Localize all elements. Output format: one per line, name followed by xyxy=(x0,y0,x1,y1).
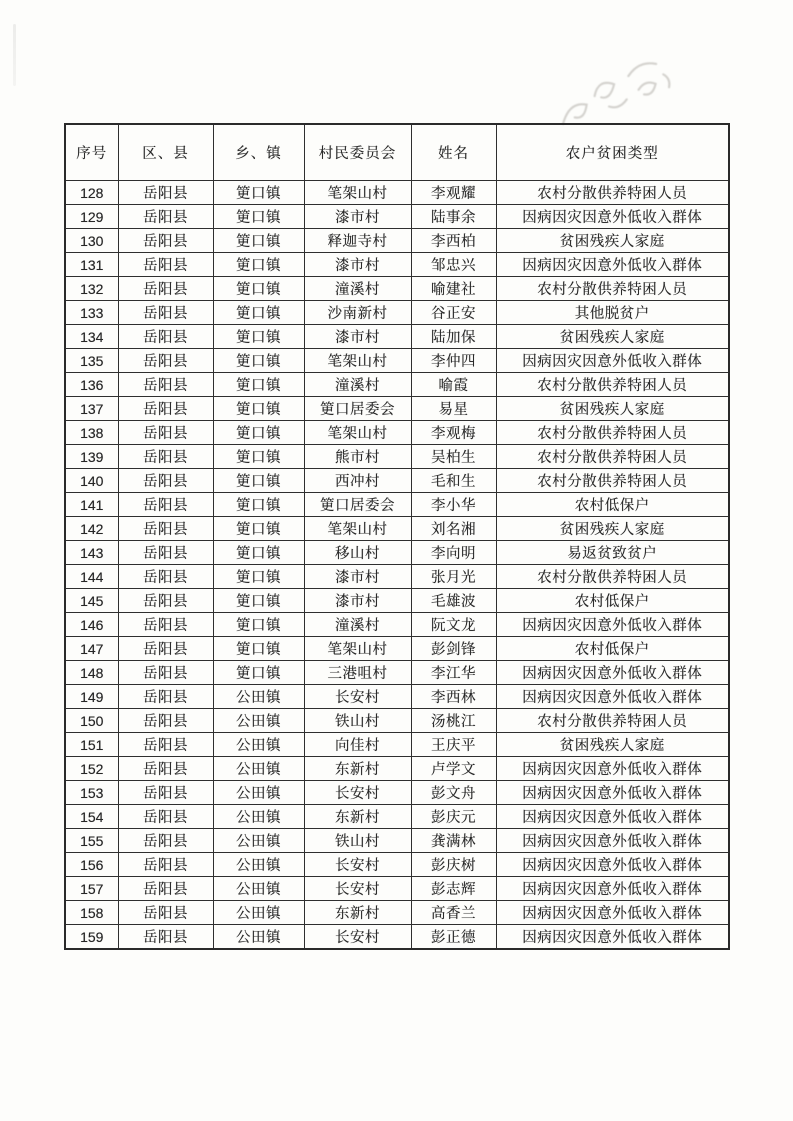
cell-county: 岳阳县 xyxy=(118,877,213,901)
cell-county: 岳阳县 xyxy=(118,637,213,661)
poverty-type-table xyxy=(64,123,730,950)
cell-county: 岳阳县 xyxy=(118,373,213,397)
cell-index: 141 xyxy=(65,493,118,517)
table-row xyxy=(65,877,729,901)
cell-person-name: 毛雄波 xyxy=(411,589,496,613)
cell-village: 东新村 xyxy=(304,805,411,829)
table-row xyxy=(65,565,729,589)
cell-town: 公田镇 xyxy=(213,685,304,709)
cell-person-name: 阮文龙 xyxy=(411,613,496,637)
table-row xyxy=(65,229,729,253)
cell-index: 130 xyxy=(65,229,118,253)
table-row xyxy=(65,181,729,205)
cell-index: 136 xyxy=(65,373,118,397)
cell-county: 岳阳县 xyxy=(118,709,213,733)
cell-town: 公田镇 xyxy=(213,781,304,805)
cell-county: 岳阳县 xyxy=(118,421,213,445)
cell-county: 岳阳县 xyxy=(118,517,213,541)
cell-person-name: 彭志辉 xyxy=(411,877,496,901)
header-town: 乡、镇 xyxy=(213,124,304,181)
cell-town: 筻口镇 xyxy=(213,277,304,301)
table-row xyxy=(65,637,729,661)
cell-poverty-type: 农村分散供养特困人员 xyxy=(496,421,729,445)
cell-person-name: 李观梅 xyxy=(411,421,496,445)
cell-person-name: 邹忠兴 xyxy=(411,253,496,277)
cell-poverty-type: 农村分散供养特困人员 xyxy=(496,181,729,205)
cell-county: 岳阳县 xyxy=(118,565,213,589)
cell-poverty-type: 因病因灾因意外低收入群体 xyxy=(496,349,729,373)
cell-person-name: 喻建社 xyxy=(411,277,496,301)
cell-county: 岳阳县 xyxy=(118,541,213,565)
cell-town: 筻口镇 xyxy=(213,253,304,277)
cell-village: 东新村 xyxy=(304,757,411,781)
cell-county: 岳阳县 xyxy=(118,853,213,877)
cell-county: 岳阳县 xyxy=(118,445,213,469)
table-row xyxy=(65,853,729,877)
header-village-committee: 村民委员会 xyxy=(304,124,411,181)
cell-person-name: 李江华 xyxy=(411,661,496,685)
cell-village: 东新村 xyxy=(304,901,411,925)
cell-village: 潼溪村 xyxy=(304,613,411,637)
cell-index: 159 xyxy=(65,925,118,950)
cell-town: 公田镇 xyxy=(213,757,304,781)
table-row xyxy=(65,277,729,301)
cell-person-name: 彭文舟 xyxy=(411,781,496,805)
cell-index: 140 xyxy=(65,469,118,493)
cell-person-name: 李西林 xyxy=(411,685,496,709)
cell-village: 漆市村 xyxy=(304,589,411,613)
cell-county: 岳阳县 xyxy=(118,493,213,517)
cell-poverty-type: 其他脱贫户 xyxy=(496,301,729,325)
cell-person-name: 谷正安 xyxy=(411,301,496,325)
cell-poverty-type: 农村分散供养特困人员 xyxy=(496,469,729,493)
cell-poverty-type: 因病因灾因意外低收入群体 xyxy=(496,757,729,781)
cell-index: 133 xyxy=(65,301,118,325)
cell-poverty-type: 因病因灾因意外低收入群体 xyxy=(496,829,729,853)
cell-index: 144 xyxy=(65,565,118,589)
cell-town: 公田镇 xyxy=(213,877,304,901)
cell-village: 向佳村 xyxy=(304,733,411,757)
cell-poverty-type: 贫困残疾人家庭 xyxy=(496,517,729,541)
cell-person-name: 王庆平 xyxy=(411,733,496,757)
cell-town: 筻口镇 xyxy=(213,373,304,397)
cell-town: 筻口镇 xyxy=(213,517,304,541)
cell-poverty-type: 因病因灾因意外低收入群体 xyxy=(496,205,729,229)
cell-town: 筻口镇 xyxy=(213,421,304,445)
header-poverty-type: 农户贫困类型 xyxy=(496,124,729,181)
cell-village: 铁山村 xyxy=(304,709,411,733)
cell-poverty-type: 因病因灾因意外低收入群体 xyxy=(496,661,729,685)
cell-index: 139 xyxy=(65,445,118,469)
cell-village: 长安村 xyxy=(304,853,411,877)
cell-poverty-type: 农村分散供养特困人员 xyxy=(496,709,729,733)
header-index: 序号 xyxy=(65,124,118,181)
cell-index: 145 xyxy=(65,589,118,613)
cell-town: 公田镇 xyxy=(213,829,304,853)
table-row xyxy=(65,709,729,733)
cell-person-name: 张月光 xyxy=(411,565,496,589)
cell-town: 筻口镇 xyxy=(213,325,304,349)
cell-village: 长安村 xyxy=(304,877,411,901)
cell-village: 三港咀村 xyxy=(304,661,411,685)
cell-person-name: 陆事余 xyxy=(411,205,496,229)
cell-town: 筻口镇 xyxy=(213,613,304,637)
table-row xyxy=(65,685,729,709)
cell-index: 154 xyxy=(65,805,118,829)
cell-person-name: 龚满林 xyxy=(411,829,496,853)
cell-village: 移山村 xyxy=(304,541,411,565)
cell-person-name: 高香兰 xyxy=(411,901,496,925)
table-row xyxy=(65,733,729,757)
cell-poverty-type: 贫困残疾人家庭 xyxy=(496,733,729,757)
cell-county: 岳阳县 xyxy=(118,325,213,349)
cell-village: 漆市村 xyxy=(304,205,411,229)
cell-person-name: 陆加保 xyxy=(411,325,496,349)
cell-town: 公田镇 xyxy=(213,709,304,733)
cell-county: 岳阳县 xyxy=(118,757,213,781)
table-row xyxy=(65,421,729,445)
cell-village: 长安村 xyxy=(304,925,411,950)
table-row xyxy=(65,493,729,517)
cell-town: 公田镇 xyxy=(213,925,304,950)
cell-village: 熊市村 xyxy=(304,445,411,469)
cell-village: 铁山村 xyxy=(304,829,411,853)
cell-poverty-type: 因病因灾因意外低收入群体 xyxy=(496,901,729,925)
cell-poverty-type: 农村分散供养特困人员 xyxy=(496,277,729,301)
cell-town: 筻口镇 xyxy=(213,205,304,229)
cell-poverty-type: 因病因灾因意外低收入群体 xyxy=(496,805,729,829)
cell-county: 岳阳县 xyxy=(118,469,213,493)
cell-person-name: 卢学文 xyxy=(411,757,496,781)
cell-poverty-type: 因病因灾因意外低收入群体 xyxy=(496,853,729,877)
table-row xyxy=(65,589,729,613)
cell-town: 筻口镇 xyxy=(213,349,304,373)
cell-county: 岳阳县 xyxy=(118,925,213,950)
cell-town: 筻口镇 xyxy=(213,301,304,325)
cell-village: 漆市村 xyxy=(304,253,411,277)
cell-poverty-type: 因病因灾因意外低收入群体 xyxy=(496,781,729,805)
header-county: 区、县 xyxy=(118,124,213,181)
cell-town: 筻口镇 xyxy=(213,661,304,685)
cell-index: 147 xyxy=(65,637,118,661)
cell-person-name: 喻霞 xyxy=(411,373,496,397)
cell-poverty-type: 因病因灾因意外低收入群体 xyxy=(496,253,729,277)
cell-village: 筻口居委会 xyxy=(304,397,411,421)
cell-index: 157 xyxy=(65,877,118,901)
cell-index: 152 xyxy=(65,757,118,781)
cell-person-name: 彭庆树 xyxy=(411,853,496,877)
cell-person-name: 吴柏生 xyxy=(411,445,496,469)
table-row xyxy=(65,205,729,229)
cell-index: 155 xyxy=(65,829,118,853)
cell-county: 岳阳县 xyxy=(118,397,213,421)
table-row xyxy=(65,445,729,469)
cell-town: 筻口镇 xyxy=(213,397,304,421)
cell-town: 筻口镇 xyxy=(213,493,304,517)
cell-index: 129 xyxy=(65,205,118,229)
table-row xyxy=(65,829,729,853)
table-row xyxy=(65,373,729,397)
cell-village: 笔架山村 xyxy=(304,349,411,373)
cell-town: 公田镇 xyxy=(213,853,304,877)
cell-county: 岳阳县 xyxy=(118,805,213,829)
cell-person-name: 李西柏 xyxy=(411,229,496,253)
cell-town: 筻口镇 xyxy=(213,469,304,493)
cell-village: 潼溪村 xyxy=(304,373,411,397)
cell-village: 笔架山村 xyxy=(304,637,411,661)
cell-poverty-type: 因病因灾因意外低收入群体 xyxy=(496,925,729,950)
cell-person-name: 李观耀 xyxy=(411,181,496,205)
cell-index: 132 xyxy=(65,277,118,301)
cell-index: 143 xyxy=(65,541,118,565)
cell-index: 138 xyxy=(65,421,118,445)
cell-village: 长安村 xyxy=(304,685,411,709)
cell-index: 153 xyxy=(65,781,118,805)
table-row xyxy=(65,325,729,349)
table-row xyxy=(65,613,729,637)
cell-person-name: 彭正德 xyxy=(411,925,496,950)
cell-person-name: 汤桃江 xyxy=(411,709,496,733)
cell-poverty-type: 贫困残疾人家庭 xyxy=(496,229,729,253)
cell-town: 筻口镇 xyxy=(213,589,304,613)
cell-county: 岳阳县 xyxy=(118,181,213,205)
table-row xyxy=(65,253,729,277)
table-row xyxy=(65,781,729,805)
cell-town: 筻口镇 xyxy=(213,445,304,469)
table-row xyxy=(65,301,729,325)
cell-index: 158 xyxy=(65,901,118,925)
cell-person-name: 彭剑锋 xyxy=(411,637,496,661)
cell-index: 137 xyxy=(65,397,118,421)
table-row xyxy=(65,661,729,685)
cell-town: 公田镇 xyxy=(213,805,304,829)
cell-index: 148 xyxy=(65,661,118,685)
cell-county: 岳阳县 xyxy=(118,253,213,277)
table-header xyxy=(65,124,729,181)
cell-town: 筻口镇 xyxy=(213,565,304,589)
cell-county: 岳阳县 xyxy=(118,829,213,853)
cell-poverty-type: 贫困残疾人家庭 xyxy=(496,325,729,349)
cell-town: 筻口镇 xyxy=(213,637,304,661)
cell-index: 150 xyxy=(65,709,118,733)
cell-index: 156 xyxy=(65,853,118,877)
cell-county: 岳阳县 xyxy=(118,661,213,685)
cell-county: 岳阳县 xyxy=(118,229,213,253)
cell-village: 笔架山村 xyxy=(304,421,411,445)
table-row xyxy=(65,757,729,781)
table-row xyxy=(65,349,729,373)
cell-county: 岳阳县 xyxy=(118,901,213,925)
cell-town: 筻口镇 xyxy=(213,181,304,205)
table-row xyxy=(65,901,729,925)
header-row xyxy=(65,124,729,181)
cell-person-name: 刘名湘 xyxy=(411,517,496,541)
scan-artifact xyxy=(13,24,16,86)
cell-poverty-type: 农村低保户 xyxy=(496,637,729,661)
cell-index: 151 xyxy=(65,733,118,757)
cell-person-name: 李仲四 xyxy=(411,349,496,373)
cell-poverty-type: 农村低保户 xyxy=(496,589,729,613)
table-row xyxy=(65,517,729,541)
cell-village: 漆市村 xyxy=(304,325,411,349)
cell-county: 岳阳县 xyxy=(118,613,213,637)
cell-index: 128 xyxy=(65,181,118,205)
cell-county: 岳阳县 xyxy=(118,349,213,373)
cell-county: 岳阳县 xyxy=(118,589,213,613)
cell-index: 149 xyxy=(65,685,118,709)
cell-village: 笔架山村 xyxy=(304,517,411,541)
cell-index: 131 xyxy=(65,253,118,277)
cell-index: 146 xyxy=(65,613,118,637)
cell-poverty-type: 因病因灾因意外低收入群体 xyxy=(496,877,729,901)
table-row xyxy=(65,469,729,493)
cell-village: 笔架山村 xyxy=(304,181,411,205)
cell-poverty-type: 农村分散供养特困人员 xyxy=(496,445,729,469)
cell-poverty-type: 因病因灾因意外低收入群体 xyxy=(496,685,729,709)
cell-county: 岳阳县 xyxy=(118,301,213,325)
table-row xyxy=(65,541,729,565)
cell-village: 释迦寺村 xyxy=(304,229,411,253)
header-person-name: 姓名 xyxy=(411,124,496,181)
cell-village: 长安村 xyxy=(304,781,411,805)
cell-county: 岳阳县 xyxy=(118,277,213,301)
cell-town: 筻口镇 xyxy=(213,229,304,253)
cell-county: 岳阳县 xyxy=(118,781,213,805)
cell-index: 135 xyxy=(65,349,118,373)
cell-person-name: 易星 xyxy=(411,397,496,421)
cell-village: 潼溪村 xyxy=(304,277,411,301)
cell-county: 岳阳县 xyxy=(118,205,213,229)
cell-index: 134 xyxy=(65,325,118,349)
cell-poverty-type: 易返贫致贫户 xyxy=(496,541,729,565)
cell-county: 岳阳县 xyxy=(118,685,213,709)
cell-town: 公田镇 xyxy=(213,901,304,925)
table-row xyxy=(65,805,729,829)
cell-town: 公田镇 xyxy=(213,733,304,757)
cell-poverty-type: 贫困残疾人家庭 xyxy=(496,397,729,421)
cell-poverty-type: 农村分散供养特困人员 xyxy=(496,565,729,589)
cell-village: 沙南新村 xyxy=(304,301,411,325)
cell-index: 142 xyxy=(65,517,118,541)
cell-county: 岳阳县 xyxy=(118,733,213,757)
cell-person-name: 毛和生 xyxy=(411,469,496,493)
cell-person-name: 李小华 xyxy=(411,493,496,517)
cell-village: 筻口居委会 xyxy=(304,493,411,517)
cell-person-name: 李向明 xyxy=(411,541,496,565)
cell-village: 西冲村 xyxy=(304,469,411,493)
cell-poverty-type: 农村分散供养特困人员 xyxy=(496,373,729,397)
table-body xyxy=(65,181,729,950)
cell-poverty-type: 因病因灾因意外低收入群体 xyxy=(496,613,729,637)
table-row xyxy=(65,397,729,421)
cell-town: 筻口镇 xyxy=(213,541,304,565)
cell-person-name: 彭庆元 xyxy=(411,805,496,829)
cell-poverty-type: 农村低保户 xyxy=(496,493,729,517)
table-row xyxy=(65,925,729,950)
cell-village: 漆市村 xyxy=(304,565,411,589)
